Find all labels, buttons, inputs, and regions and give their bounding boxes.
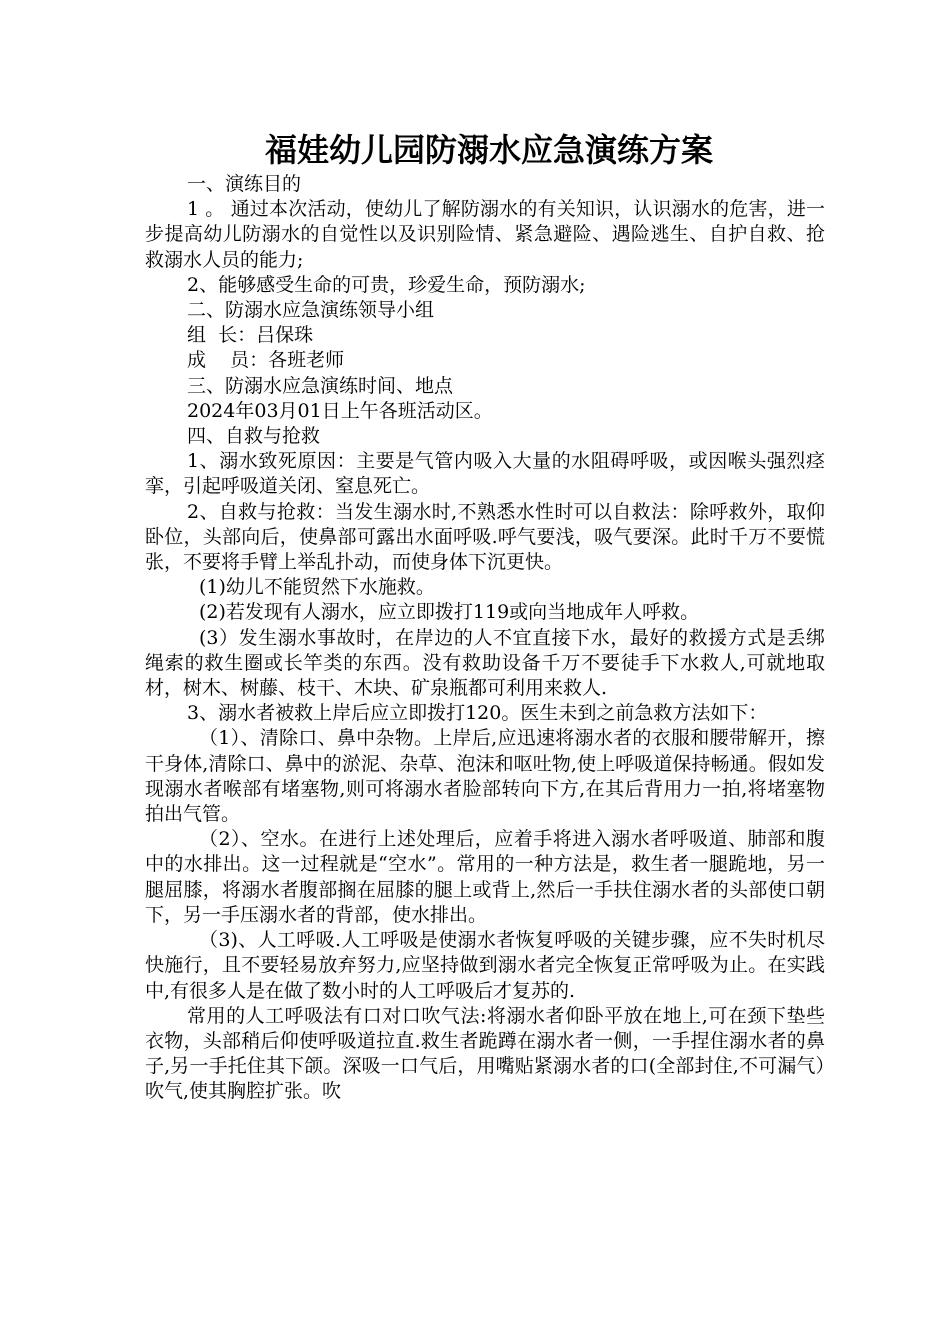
paragraph-cause-of-death: 1、溺水致死原因：主要是气管内吸入大量的水阻碍呼吸，或因喉头强烈痉挛，引起呼吸道关闭、窒息死亡。 xyxy=(145,450,825,498)
paragraph-mouth-to-mouth: 常用的人工呼吸法有口对口吹气法:将溺水者仰卧平放在地上,可在颈下垫些衣物，头部稍后仰使呼吸道拉直.救生者跪蹲在溺水者一侧，一手捏住溺水者的鼻子,另一手托住其下颌。深吸一口气后，用嘴贴紧溺水者的口(全部封住,不可漏气）吹气,使其胸腔扩张。吹 xyxy=(145,1004,825,1103)
paragraph-rule-2: (2)若发现有人溺水，应立即拨打119或向当地成年人呼救。 xyxy=(199,601,700,624)
paragraph-group-leader: 组 长：吕保珠 xyxy=(187,324,314,347)
heading-purpose: 一、演练目的 xyxy=(187,173,302,195)
paragraph-artificial-respiration: （3)、人工呼吸.人工呼吸是使溺水者恢复呼吸的关键步骤，应不失时机尽快施行，且不要轻易放弃努力,应坚持做到溺水者完全恢复正常呼吸为止。在实践中,有很多人是在做了数小时的人工呼吸后才复苏的. xyxy=(145,929,825,1002)
paragraph-self-rescue: 2、自救与抢救：当发生溺水时,不熟悉水性时可以自救法：除呼救外，取仰卧位，头部向后，使鼻部可露出水面呼吸.呼气要浅，吸气要深。此时千万不要慌张，不要将手臂上举乱扑动，而使身体下沉更快。 xyxy=(145,500,825,574)
document-title: 福娃幼儿园防溺水应急演练方案 xyxy=(265,131,714,169)
paragraph-date: 2024年03月01日上午各班活动区。 xyxy=(187,399,493,422)
paragraph-group-members: 成 员：各班老师 xyxy=(187,349,345,372)
paragraph-rule-1: (1)幼儿不能贸然下水施救。 xyxy=(199,576,435,599)
paragraph-after-rescue: 3、溺水者被救上岸后应立即拨打120。医生未到之前急救方法如下： xyxy=(187,702,768,725)
document-page xyxy=(145,128,825,1105)
paragraph-purpose-1: 1 。 通过本次活动，使幼儿了解防溺水的有关知识，认识溺水的危害，进一步提高幼儿防溺水的自觉性以及识别险情、紧急避险、遇险逃生、自护自救、抢救溺水人员的能力; xyxy=(145,198,825,271)
paragraph-rule-3: (3）发生溺水事故时，在岸边的人不宜直接下水，最好的救援方式是丢绑绳索的救生圈或长竿类的东西。没有救助设备千万不要徒手下水救人,可就地取材，树木、树藤、枝干、木块、矿泉瓶都可利用来救人. xyxy=(145,626,825,700)
heading-leadership-group: 二、防溺水应急演练领导小组 xyxy=(187,299,435,322)
paragraph-purpose-2: 2、能够感受生命的可贵，珍爱生命，预防溺水; xyxy=(187,273,586,296)
paragraph-clear-airway: （1）、清除口、鼻中杂物。上岸后,应迅速将溺水者的衣服和腰带解开，擦干身体,清除口、鼻中的淤泥、杂草、泡沫和呕吐物,使上呼吸道保持畅通。假如发现溺水者喉部有堵塞物,则可将溺水者脸部转向下方,在其后背用力一拍,将堵塞物拍出气管。 xyxy=(145,727,825,826)
heading-time-place: 三、防溺水应急演练时间、地点 xyxy=(187,374,454,397)
paragraph-drain-water: （2）、空水。在进行上述处理后，应着手将进入溺水者呼吸道、肺部和腹中的水排出。这一过程就是“空水”。常用的一种方法是，救生者一腿跪地，另一腿屈膝，将溺水者腹部搁在屈膝的腿上或背上,然后一手扶住溺水者的头部使口朝下，另一手压溺水者的背部，使水排出。 xyxy=(145,828,825,926)
heading-self-rescue: 四、自救与抢救 xyxy=(187,425,321,448)
